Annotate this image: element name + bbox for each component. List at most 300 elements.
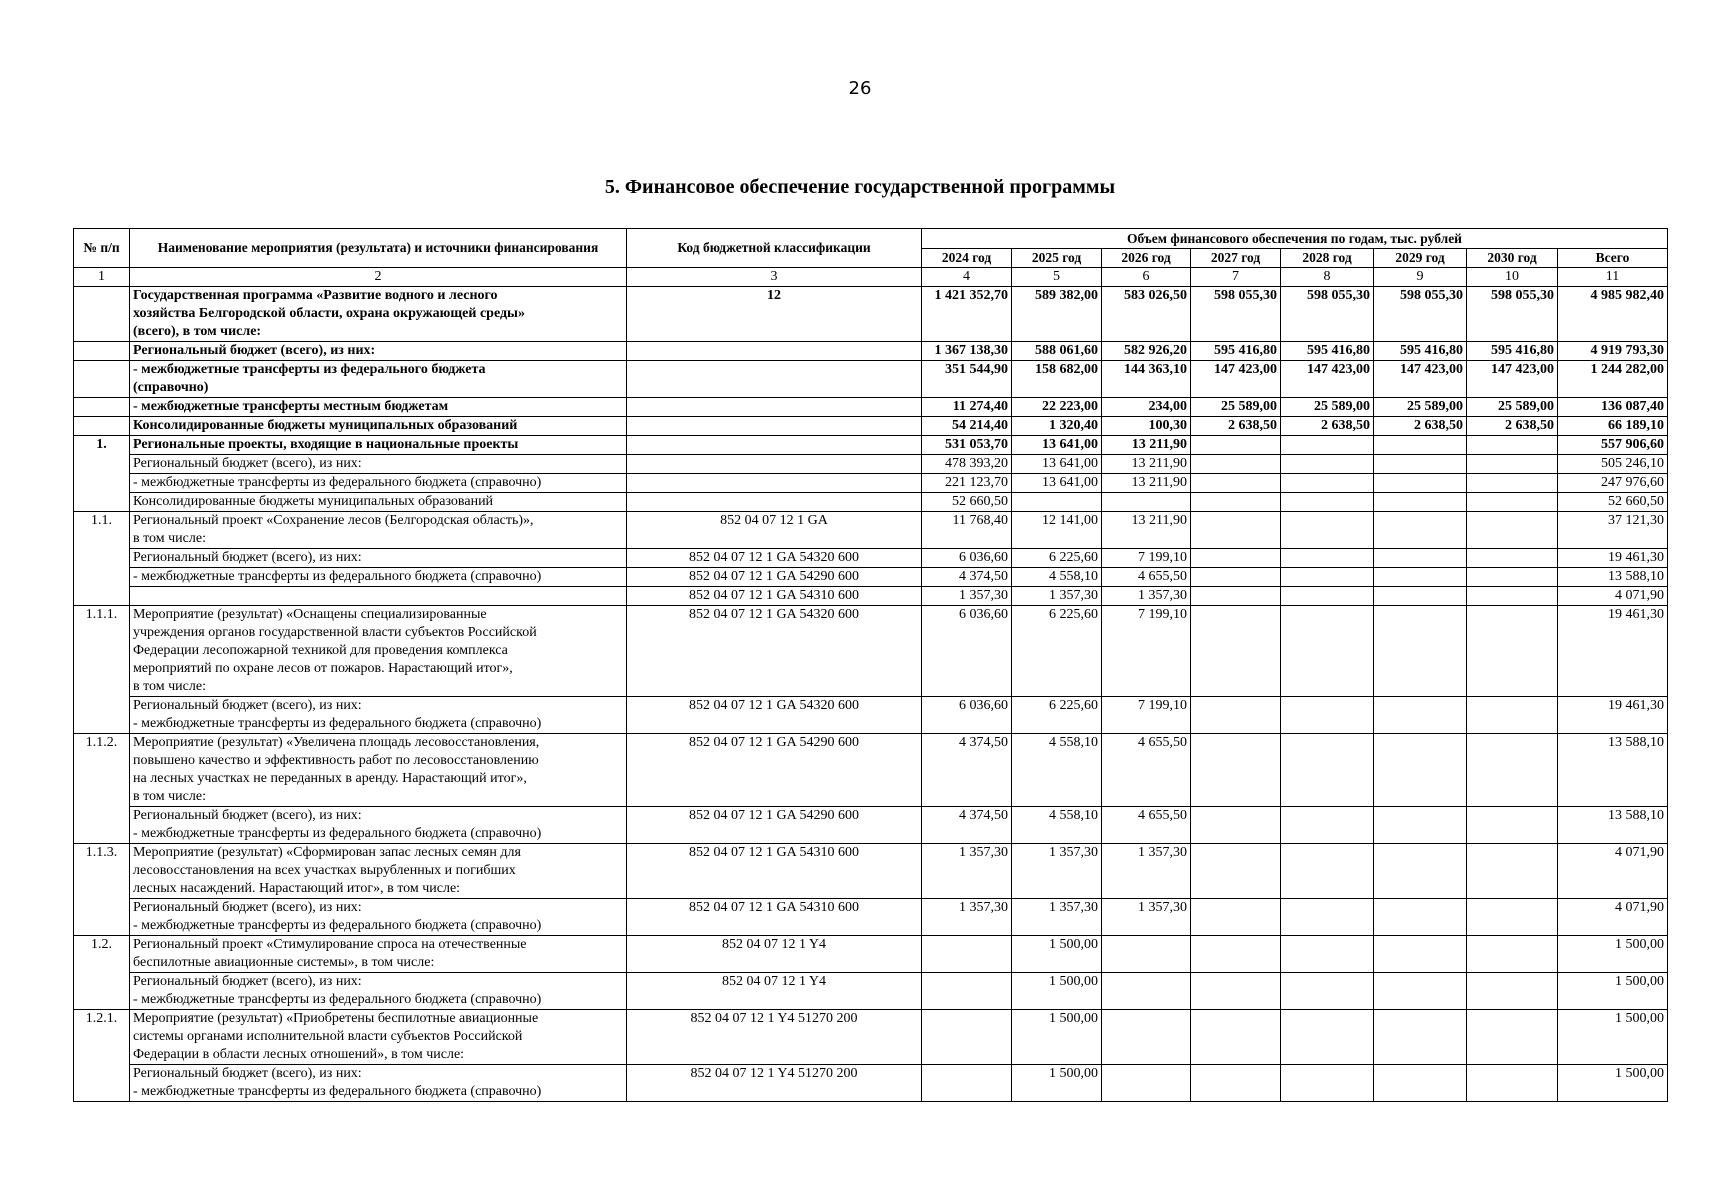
table-row xyxy=(74,493,1668,512)
row-total: 13 588,10 xyxy=(1558,734,1668,807)
row-year-value xyxy=(1281,606,1374,697)
row-year-value xyxy=(1281,899,1374,936)
row-year-value: 234,00 xyxy=(1102,398,1191,417)
row-name-line: Региональный бюджет (всего), из них: xyxy=(133,698,362,713)
row-year-value: 598 055,30 xyxy=(1281,287,1374,342)
row-year-value: 4 374,50 xyxy=(922,734,1012,807)
row-total: 247 976,60 xyxy=(1558,474,1668,493)
row-year-value: 100,30 xyxy=(1102,417,1191,436)
row-total: 1 500,00 xyxy=(1558,1010,1668,1065)
row-year-value: 13 211,90 xyxy=(1102,436,1191,455)
row-year-value: 2 638,50 xyxy=(1191,417,1281,436)
row-total: 136 087,40 xyxy=(1558,398,1668,417)
row-year-value: 2 638,50 xyxy=(1467,417,1558,436)
row-year-value: 478 393,20 xyxy=(922,455,1012,474)
row-name-line: - межбюджетные трансферты из федерального бюджета (справочно) xyxy=(133,569,542,584)
table-row xyxy=(74,606,1668,697)
row-year-value xyxy=(1467,899,1558,936)
column-number-row xyxy=(74,268,1668,287)
row-year-value: 13 211,90 xyxy=(1102,474,1191,493)
row-total: 505 246,10 xyxy=(1558,455,1668,474)
row-name xyxy=(130,474,627,493)
row-name-line: Федерации в области лесных отношений», в том числе: xyxy=(133,1047,465,1062)
row-year-value xyxy=(1191,936,1281,973)
header-year: 2025 год xyxy=(1012,249,1102,268)
header-no: № п/п xyxy=(74,229,130,268)
row-year-value: 4 558,10 xyxy=(1012,807,1102,844)
row-year-value xyxy=(1467,512,1558,549)
row-year-value: 595 416,80 xyxy=(1374,342,1467,361)
row-name xyxy=(130,568,627,587)
row-total: 37 121,30 xyxy=(1558,512,1668,549)
row-year-value: 147 423,00 xyxy=(1374,361,1467,398)
header-name: Наименование мероприятия (результата) и источники финансирования xyxy=(130,229,627,268)
row-year-value: 6 036,60 xyxy=(922,549,1012,568)
row-name-line: Мероприятие (результат) «Увеличена площадь лесовосстановления, xyxy=(133,735,540,750)
row-year-value xyxy=(1191,549,1281,568)
row-year-value xyxy=(1374,474,1467,493)
row-year-value: 1 500,00 xyxy=(1012,973,1102,1010)
row-year-value: 582 926,20 xyxy=(1102,342,1191,361)
row-name-line: Консолидированные бюджеты муниципальных образований xyxy=(133,418,518,433)
row-year-value: 11 768,40 xyxy=(922,512,1012,549)
row-number: 1.2. xyxy=(74,936,130,1010)
row-number: 1. xyxy=(74,436,130,512)
row-name xyxy=(130,436,627,455)
row-year-value: 54 214,40 xyxy=(922,417,1012,436)
row-name-line: Региональный бюджет (всего), из них: xyxy=(133,808,362,823)
row-budget-code xyxy=(627,361,922,398)
row-total: 1 500,00 xyxy=(1558,936,1668,973)
row-number xyxy=(74,287,130,342)
row-year-value: 25 589,00 xyxy=(1467,398,1558,417)
table-row xyxy=(74,587,1668,606)
row-name-line: лесных насаждений. Нарастающий итог», в том числе: xyxy=(133,881,461,896)
table-row xyxy=(74,436,1668,455)
row-year-value: 1 357,30 xyxy=(1012,899,1102,936)
row-year-value xyxy=(1102,936,1191,973)
row-name-line: в том числе: xyxy=(133,531,206,546)
row-total: 4 071,90 xyxy=(1558,899,1668,936)
row-budget-code: 12 xyxy=(627,287,922,342)
row-year-value: 531 053,70 xyxy=(922,436,1012,455)
row-year-value xyxy=(1191,734,1281,807)
row-year-value xyxy=(1374,807,1467,844)
row-budget-code: 852 04 07 12 1 GA 54310 600 xyxy=(627,844,922,899)
row-year-value: 4 558,10 xyxy=(1012,734,1102,807)
row-budget-code: 852 04 07 12 1 GA 54320 600 xyxy=(627,697,922,734)
row-year-value xyxy=(1191,899,1281,936)
row-total: 13 588,10 xyxy=(1558,807,1668,844)
row-year-value xyxy=(1281,568,1374,587)
row-name-line xyxy=(133,587,623,605)
row-name-line: - межбюджетные трансферты из федерального бюджета (справочно) xyxy=(133,716,542,731)
table-row xyxy=(74,697,1668,734)
row-year-value xyxy=(1102,493,1191,512)
table-row xyxy=(74,844,1668,899)
row-year-value: 2 638,50 xyxy=(1281,417,1374,436)
column-number: 4 xyxy=(922,268,1012,287)
row-year-value: 1 357,30 xyxy=(922,844,1012,899)
row-name-line: Региональный бюджет (всего), из них: xyxy=(133,550,362,565)
row-total: 66 189,10 xyxy=(1558,417,1668,436)
row-year-value xyxy=(1191,587,1281,606)
column-number: 9 xyxy=(1374,268,1467,287)
row-number: 1.1.3. xyxy=(74,844,130,936)
row-name-line: Мероприятие (результат) «Оснащены специализированные xyxy=(133,607,487,622)
row-name-line: беспилотные авиационные системы», в том числе: xyxy=(133,955,435,970)
row-number xyxy=(74,342,130,361)
row-name-line: мероприятий по охране лесов от пожаров. Нарастающий итог», xyxy=(133,661,513,676)
column-number: 3 xyxy=(627,268,922,287)
row-year-value: 7 199,10 xyxy=(1102,606,1191,697)
row-year-value: 595 416,80 xyxy=(1467,342,1558,361)
row-name xyxy=(130,807,627,844)
table-row xyxy=(74,973,1668,1010)
row-name xyxy=(130,549,627,568)
row-year-value xyxy=(1191,474,1281,493)
row-year-value xyxy=(1374,1010,1467,1065)
header-total: Всего xyxy=(1558,249,1668,268)
row-name-line: - межбюджетные трансферты из федерального бюджета (справочно) xyxy=(133,1084,542,1099)
row-name xyxy=(130,512,627,549)
row-year-value xyxy=(922,936,1012,973)
row-name xyxy=(130,973,627,1010)
row-year-value: 1 357,30 xyxy=(1102,844,1191,899)
row-year-value: 13 641,00 xyxy=(1012,436,1102,455)
header-year: 2029 год xyxy=(1374,249,1467,268)
row-year-value xyxy=(1281,512,1374,549)
row-year-value xyxy=(1467,436,1558,455)
row-year-value xyxy=(1281,493,1374,512)
row-budget-code: 852 04 07 12 1 Y4 51270 200 xyxy=(627,1010,922,1065)
row-name xyxy=(130,1065,627,1102)
row-name-line: (справочно) xyxy=(133,380,209,395)
row-year-value: 147 423,00 xyxy=(1191,361,1281,398)
row-year-value xyxy=(1467,549,1558,568)
row-budget-code: 852 04 07 12 1 GA xyxy=(627,512,922,549)
row-year-value xyxy=(1467,697,1558,734)
row-name-line: (всего), в том числе: xyxy=(133,324,262,339)
row-year-value xyxy=(1102,1010,1191,1065)
row-number xyxy=(74,361,130,398)
row-year-value: 4 655,50 xyxy=(1102,807,1191,844)
row-year-value xyxy=(1374,606,1467,697)
row-year-value xyxy=(1191,455,1281,474)
row-year-value: 1 500,00 xyxy=(1012,1065,1102,1102)
row-name-line: - межбюджетные трансферты из федерального бюджета xyxy=(133,362,486,377)
row-name xyxy=(130,455,627,474)
row-year-value xyxy=(1191,844,1281,899)
row-budget-code xyxy=(627,436,922,455)
row-number: 1.1.1. xyxy=(74,606,130,734)
row-name xyxy=(130,287,627,342)
row-year-value xyxy=(1281,844,1374,899)
row-year-value: 7 199,10 xyxy=(1102,549,1191,568)
row-name-line: - межбюджетные трансферты из федерального бюджета (справочно) xyxy=(133,475,542,490)
row-name-line: повышено качество и эффективность работ по лесовосстановлению xyxy=(133,753,539,768)
row-name-line: Региональный проект «Стимулирование спроса на отечественные xyxy=(133,937,527,952)
row-name-line: лесовосстановления на всех участках вырубленных и погибших xyxy=(133,863,516,878)
row-year-value xyxy=(1191,697,1281,734)
row-year-value xyxy=(1191,512,1281,549)
row-year-value: 13 211,90 xyxy=(1102,512,1191,549)
row-number xyxy=(74,398,130,417)
row-year-value xyxy=(1281,549,1374,568)
row-name-line: на лесных участках не переданных в аренду. Нарастающий итог», xyxy=(133,771,527,786)
row-budget-code: 852 04 07 12 1 GA 54310 600 xyxy=(627,899,922,936)
row-budget-code: 852 04 07 12 1 GA 54320 600 xyxy=(627,549,922,568)
row-year-value xyxy=(1467,734,1558,807)
row-name-line: Региональный бюджет (всего), из них: xyxy=(133,343,376,358)
row-year-value xyxy=(1374,936,1467,973)
row-name-line: Мероприятие (результат) «Приобретены беспилотные авиационные xyxy=(133,1011,539,1026)
row-year-value xyxy=(1281,1010,1374,1065)
header-year: 2030 год xyxy=(1467,249,1558,268)
row-year-value: 6 036,60 xyxy=(922,606,1012,697)
table-row xyxy=(74,398,1668,417)
row-year-value: 6 225,60 xyxy=(1012,549,1102,568)
column-number: 2 xyxy=(130,268,627,287)
row-year-value xyxy=(1281,455,1374,474)
table-row xyxy=(74,1010,1668,1065)
row-year-value xyxy=(1191,606,1281,697)
row-name xyxy=(130,606,627,697)
row-year-value: 13 641,00 xyxy=(1012,455,1102,474)
row-year-value xyxy=(1467,606,1558,697)
row-name-line: Региональный бюджет (всего), из них: xyxy=(133,900,362,915)
row-total: 557 906,60 xyxy=(1558,436,1668,455)
row-year-value xyxy=(1281,807,1374,844)
row-year-value: 147 423,00 xyxy=(1467,361,1558,398)
row-name xyxy=(130,361,627,398)
row-year-value: 598 055,30 xyxy=(1191,287,1281,342)
row-budget-code: 852 04 07 12 1 GA 54290 600 xyxy=(627,568,922,587)
section-title: 5. Финансовое обеспечение государственной программы xyxy=(604,176,1116,198)
row-name xyxy=(130,398,627,417)
table-row xyxy=(74,455,1668,474)
row-name xyxy=(130,936,627,973)
row-year-value xyxy=(1374,1065,1467,1102)
row-year-value xyxy=(1281,587,1374,606)
row-year-value xyxy=(1281,474,1374,493)
header-code: Код бюджетной классификации xyxy=(627,229,922,268)
row-name-line: Региональный проект «Сохранение лесов (Белгородская область)», xyxy=(133,513,534,528)
row-budget-code xyxy=(627,474,922,493)
row-name-line: - межбюджетные трансферты из федерального бюджета (справочно) xyxy=(133,992,542,1007)
column-number: 5 xyxy=(1012,268,1102,287)
row-total: 4 071,90 xyxy=(1558,844,1668,899)
row-year-value xyxy=(1281,436,1374,455)
row-year-value xyxy=(1467,936,1558,973)
row-year-value xyxy=(1467,455,1558,474)
table-row xyxy=(74,1065,1668,1102)
row-year-value xyxy=(1467,1065,1558,1102)
table-row xyxy=(74,807,1668,844)
row-total: 19 461,30 xyxy=(1558,697,1668,734)
table-row xyxy=(74,899,1668,936)
row-budget-code: 852 04 07 12 1 GA 54290 600 xyxy=(627,807,922,844)
row-total: 4 985 982,40 xyxy=(1558,287,1668,342)
header-year: 2028 год xyxy=(1281,249,1374,268)
row-year-value xyxy=(1467,474,1558,493)
row-name xyxy=(130,417,627,436)
row-year-value: 25 589,00 xyxy=(1374,398,1467,417)
row-year-value: 351 544,90 xyxy=(922,361,1012,398)
header-year: 2024 год xyxy=(922,249,1012,268)
row-total: 52 660,50 xyxy=(1558,493,1668,512)
row-name xyxy=(130,844,627,899)
row-budget-code: 852 04 07 12 1 GA 54320 600 xyxy=(627,606,922,697)
row-year-value: 6 225,60 xyxy=(1012,606,1102,697)
row-year-value xyxy=(1191,493,1281,512)
row-name-line: хозяйства Белгородской области, охрана окружающей среды» xyxy=(133,306,525,321)
row-name-line: Региональный бюджет (всего), из них: xyxy=(133,1066,362,1081)
row-budget-code: 852 04 07 12 1 Y4 51270 200 xyxy=(627,1065,922,1102)
row-year-value: 4 374,50 xyxy=(922,568,1012,587)
column-number: 11 xyxy=(1558,268,1668,287)
row-budget-code xyxy=(627,398,922,417)
row-year-value: 25 589,00 xyxy=(1191,398,1281,417)
row-year-value: 1 357,30 xyxy=(1012,844,1102,899)
row-year-value: 1 500,00 xyxy=(1012,1010,1102,1065)
row-name-line: системы органами исполнительной власти субъектов Российской xyxy=(133,1029,523,1044)
row-number: 1.2.1. xyxy=(74,1010,130,1102)
row-year-value xyxy=(1374,587,1467,606)
row-year-value: 1 500,00 xyxy=(1012,936,1102,973)
table-row xyxy=(74,549,1668,568)
column-number: 8 xyxy=(1281,268,1374,287)
row-year-value: 583 026,50 xyxy=(1102,287,1191,342)
row-name-line: Региональные проекты, входящие в национальные проекты xyxy=(133,437,519,452)
row-year-value xyxy=(922,973,1012,1010)
row-year-value: 1 357,30 xyxy=(1102,587,1191,606)
row-year-value: 1 357,30 xyxy=(922,587,1012,606)
row-total: 4 071,90 xyxy=(1558,587,1668,606)
row-year-value: 588 061,60 xyxy=(1012,342,1102,361)
column-number: 1 xyxy=(74,268,130,287)
table-row xyxy=(74,287,1668,342)
row-year-value xyxy=(1467,568,1558,587)
row-year-value: 595 416,80 xyxy=(1281,342,1374,361)
row-year-value xyxy=(922,1010,1012,1065)
row-name xyxy=(130,493,627,512)
row-name xyxy=(130,587,627,606)
row-year-value xyxy=(1191,973,1281,1010)
row-year-value: 22 223,00 xyxy=(1012,398,1102,417)
row-budget-code: 852 04 07 12 1 Y4 xyxy=(627,973,922,1010)
row-year-value xyxy=(1374,899,1467,936)
column-number: 7 xyxy=(1191,268,1281,287)
row-name-line: Государственная программа «Развитие водного и лесного xyxy=(133,288,498,303)
row-year-value: 158 682,00 xyxy=(1012,361,1102,398)
row-budget-code: 852 04 07 12 1 GA 54310 600 xyxy=(627,587,922,606)
row-budget-code xyxy=(627,417,922,436)
row-year-value: 4 558,10 xyxy=(1012,568,1102,587)
row-year-value: 1 357,30 xyxy=(922,899,1012,936)
row-year-value: 1 357,30 xyxy=(1012,587,1102,606)
row-year-value xyxy=(1374,512,1467,549)
row-year-value: 144 363,10 xyxy=(1102,361,1191,398)
row-year-value xyxy=(1102,973,1191,1010)
row-year-value: 147 423,00 xyxy=(1281,361,1374,398)
row-year-value xyxy=(1191,807,1281,844)
row-total: 19 461,30 xyxy=(1558,606,1668,697)
row-name-line: - межбюджетные трансферты местным бюджетам xyxy=(133,399,449,414)
row-name xyxy=(130,1010,627,1065)
row-year-value xyxy=(1191,1010,1281,1065)
table-row xyxy=(74,342,1668,361)
row-year-value: 13 211,90 xyxy=(1102,455,1191,474)
row-budget-code: 852 04 07 12 1 GA 54290 600 xyxy=(627,734,922,807)
row-year-value: 25 589,00 xyxy=(1281,398,1374,417)
row-year-value xyxy=(1191,568,1281,587)
row-year-value: 6 225,60 xyxy=(1012,697,1102,734)
row-year-value xyxy=(1374,493,1467,512)
row-total: 1 500,00 xyxy=(1558,1065,1668,1102)
row-year-value: 595 416,80 xyxy=(1191,342,1281,361)
header-row-top xyxy=(74,229,1668,249)
row-name-line: в том числе: xyxy=(133,789,206,804)
row-year-value xyxy=(1374,844,1467,899)
row-name-line: Федерации лесопожарной техникой для проведения комплекса xyxy=(133,643,508,658)
table-row xyxy=(74,936,1668,973)
row-year-value xyxy=(922,1065,1012,1102)
row-year-value: 52 660,50 xyxy=(922,493,1012,512)
row-year-value: 598 055,30 xyxy=(1374,287,1467,342)
row-year-value xyxy=(1374,973,1467,1010)
row-year-value xyxy=(1374,568,1467,587)
row-year-value xyxy=(1191,1065,1281,1102)
header-year: 2026 год xyxy=(1102,249,1191,268)
row-year-value xyxy=(1374,734,1467,807)
row-total: 19 461,30 xyxy=(1558,549,1668,568)
row-number: 1.1. xyxy=(74,512,130,606)
row-year-value: 13 641,00 xyxy=(1012,474,1102,493)
row-year-value: 1 367 138,30 xyxy=(922,342,1012,361)
row-total: 1 500,00 xyxy=(1558,973,1668,1010)
row-year-value: 221 123,70 xyxy=(922,474,1012,493)
row-year-value: 11 274,40 xyxy=(922,398,1012,417)
row-year-value xyxy=(1467,493,1558,512)
row-year-value: 1 357,30 xyxy=(1102,899,1191,936)
table-row xyxy=(74,474,1668,493)
row-name-line: - межбюджетные трансферты из федерального бюджета (справочно) xyxy=(133,918,542,933)
row-year-value: 7 199,10 xyxy=(1102,697,1191,734)
table-row xyxy=(74,512,1668,549)
row-year-value xyxy=(1281,697,1374,734)
row-year-value xyxy=(1374,436,1467,455)
row-budget-code xyxy=(627,342,922,361)
row-name xyxy=(130,697,627,734)
row-year-value xyxy=(1467,807,1558,844)
row-total: 4 919 793,30 xyxy=(1558,342,1668,361)
row-year-value xyxy=(1281,936,1374,973)
row-name-line: учреждения органов государственной власти субъектов Российской xyxy=(133,625,537,640)
row-total: 1 244 282,00 xyxy=(1558,361,1668,398)
page-number: 26 xyxy=(848,78,872,99)
row-year-value: 1 320,40 xyxy=(1012,417,1102,436)
header-year: 2027 год xyxy=(1191,249,1281,268)
column-number: 10 xyxy=(1467,268,1558,287)
row-name-line: Региональный бюджет (всего), из них: xyxy=(133,456,362,471)
row-name-line: - межбюджетные трансферты из федерального бюджета (справочно) xyxy=(133,826,542,841)
row-year-value xyxy=(1374,455,1467,474)
row-year-value xyxy=(1281,973,1374,1010)
header-volume: Объем финансового обеспечения по годам, тыс. рублей xyxy=(922,229,1668,249)
table-row xyxy=(74,417,1668,436)
row-year-value: 4 655,50 xyxy=(1102,734,1191,807)
